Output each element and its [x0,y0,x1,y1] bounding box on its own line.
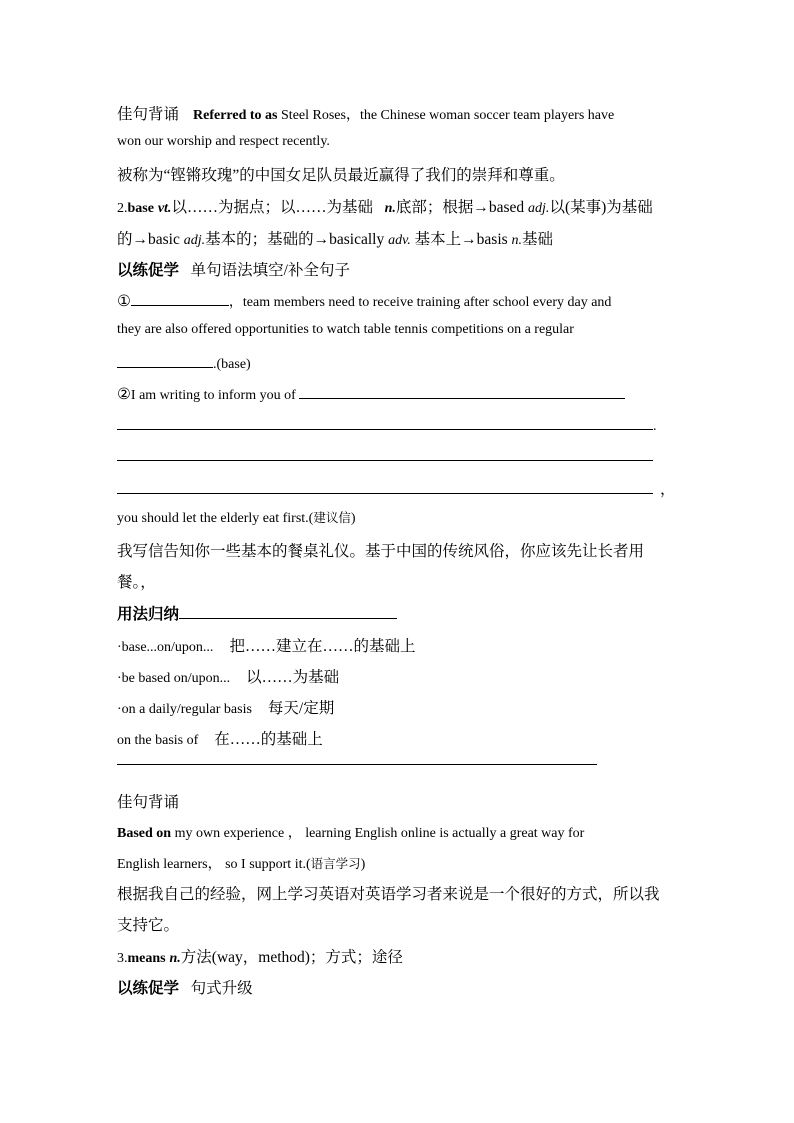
entry-base-line-2: 的→basic adj.基本的；基础的→basically adv. 基本上→basis n.基础 [117,231,554,248]
answer-blank[interactable] [117,353,213,368]
question-2-line-3 [117,446,653,466]
sentence-2-line-2: English learners， so I support it.(语言学习) [117,856,366,872]
usage-item: ·base...on/upon... 把……建立在……的基础上 [117,638,416,655]
sentence-1-line-1: 佳句背诵 Referred to as Steel Roses，the Chinese woman soccer team players have [117,106,615,123]
answer-blank[interactable] [117,415,653,430]
usage-item: ·be based on/upon... 以……为基础 [117,669,340,686]
question-2-translation-2: 餐。， [117,574,156,591]
headword: base [127,201,154,216]
practice-heading-1: 以练促学 单句语法填空/补全句子 [117,262,350,279]
usage-item: ·on a daily/regular basis 每天/定期 [117,700,335,717]
sentence-1-line-2: won our worship and respect recently. [117,134,330,149]
sentence-2-translation-1: 根据我自己的经验，网上学习英语对英语学习者来说是一个很好的方式，所以我 [117,886,660,903]
answer-blank[interactable] [117,446,653,461]
heading-rule [179,608,397,619]
sentence-2-translation-2: 支持它。 [117,917,180,934]
question-2-line-2: . [117,415,657,435]
keyphrase: Referred to as [193,108,278,123]
usage-item: on the basis of 在……的基础上 [117,731,323,748]
answer-blank[interactable] [299,384,625,399]
usage-summary-heading: 用法归纳 [117,602,397,624]
question-1-line-2: they are also offered opportunities to watch table tennis competitions on a regular [117,322,574,337]
section-label: 佳句背诵 [117,106,180,123]
question-2-line-4: ， [117,477,676,499]
question-1-line-3: .(base) [117,353,251,373]
question-2-line-5: you should let the elderly eat first.(建议信) [117,510,356,526]
answer-blank[interactable] [117,479,653,494]
headword: means [127,951,166,966]
sentence-2-line-1: Based on my own experience ， learning English online is actually a great way for [117,826,585,841]
entry-base-line-1: 2.base vt.以……为据点；以……为基础 n.底部；根据→based adj.以(某事)为基础 [117,199,653,216]
answer-blank[interactable] [131,291,229,306]
entry-means: 3.means n.方法(way，method)；方式；途径 [117,949,403,966]
genre-tag: 语言学习 [310,856,361,871]
sentence-1-translation: 被称为“铿锵玫瑰”的中国女足队员最近赢得了我们的崇拜和尊重。 [117,167,565,184]
question-2-translation-1: 我写信告知你一些基本的餐桌礼仪。基于中国的传统风俗，你应该先让长者用 [117,543,645,560]
practice-heading-2: 以练促学 句式升级 [117,980,253,997]
section-label: 佳句背诵 [117,794,180,811]
question-2-line-1: ②I am writing to inform you of [117,384,625,404]
section-divider [117,764,597,765]
genre-tag: 建议信 [313,510,351,525]
keyphrase: Based on [117,826,172,841]
question-1-line-1: ① ，team members need to receive training after school every day and [117,293,612,310]
